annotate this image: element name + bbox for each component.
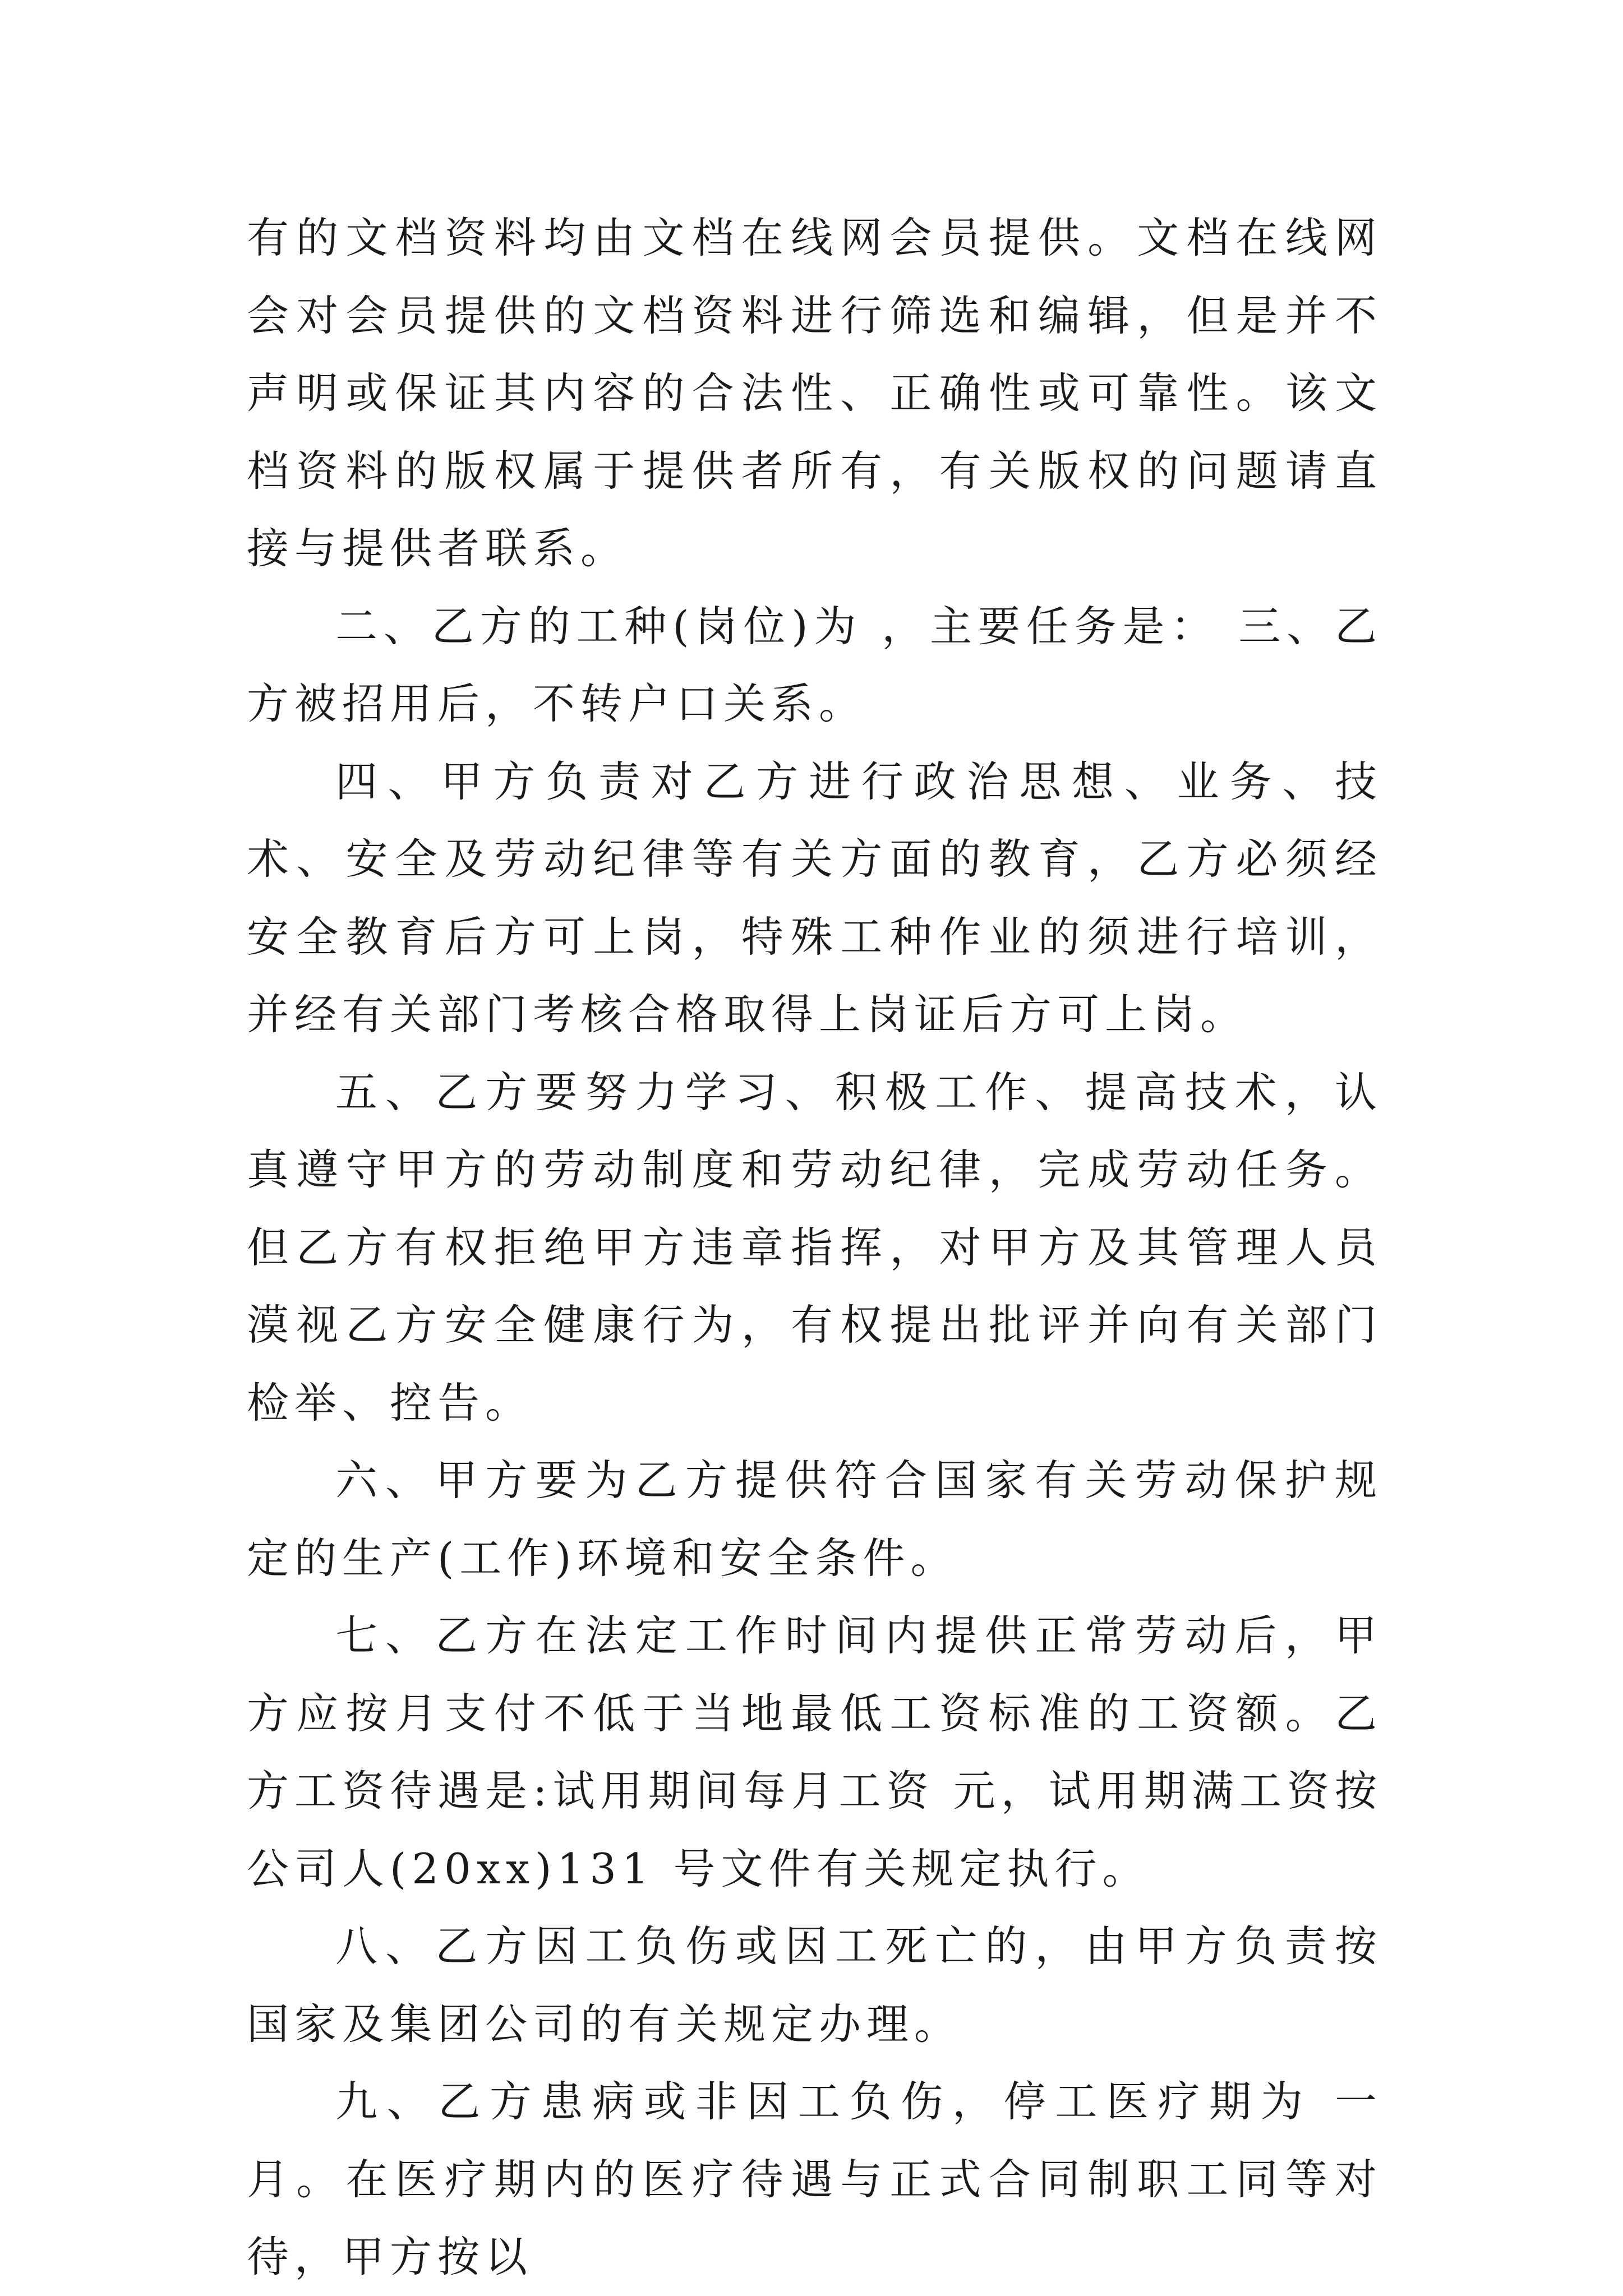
paragraph-clause-5: 五、乙方要努力学习、积极工作、提高技术，认真遵守甲方的劳动制度和劳动纪律，完成劳动任务。但乙方有权拒绝甲方违章指挥，对甲方及其管理人员漠视乙方安全健康行为，有权提出批评并向有关部门检举、控告。 [247,1067,1382,1428]
paragraph-clause-8: 八、乙方因工负伤或因工死亡的，由甲方负责按国家及集团公司的有关规定办理。 [247,1921,1382,2049]
paragraph-clause-4: 四、甲方负责对乙方进行政治思想、业务、技术、安全及劳动纪律等有关方面的教育，乙方必须经安全教育后方可上岗，特殊工种作业的须进行培训，并经有关部门考核合格取得上岗证后方可上岗。 [247,756,1382,1039]
paragraph-clause-6: 六、甲方要为乙方提供符合国家有关劳动保护规定的生产(工作)环境和安全条件。 [247,1456,1382,1583]
paragraph-clause-9: 九、乙方患病或非因工负伤，停工医疗期为 一 月。在医疗期内的医疗待遇与正式合同制职工同等对待，甲方按以 [247,2077,1382,2281]
document-body [247,199,1382,2296]
paragraph-disclaimer: 有的文档资料均由文档在线网会员提供。文档在线网会对会员提供的文档资料进行筛选和编辑，但是并不声明或保证其内容的合法性、正确性或可靠性。该文档资料的版权属于提供者所有，有关版权的问题请直接与提供者联系。 [247,213,1382,573]
paragraph-clause-7: 七、乙方在法定工作时间内提供正常劳动后，甲方应按月支付不低于当地最低工资标准的工资额。乙方工资待遇是:试用期间每月工资 元，试用期满工资按公司人(20xx)131 号文件有关规定执行。 [247,1611,1382,1893]
paragraph-clause-2-3: 二、乙方的工种(岗位)为 ，主要任务是： 三、乙方被招用后，不转户口关系。 [247,601,1382,728]
